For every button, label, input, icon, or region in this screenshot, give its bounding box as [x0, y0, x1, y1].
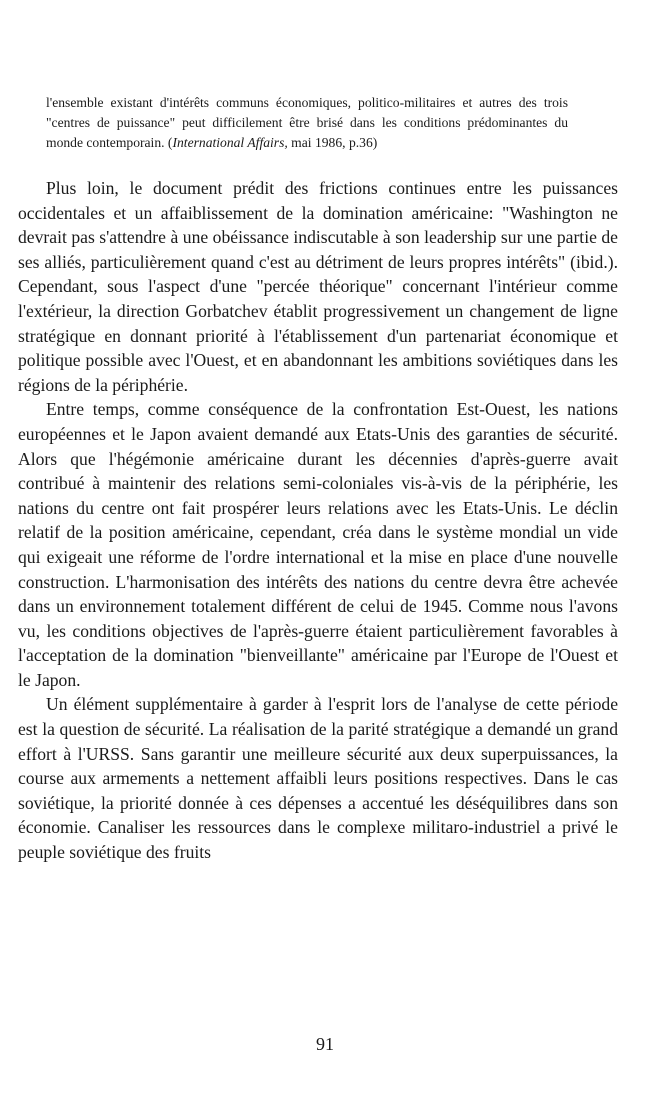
body-text — [18, 176, 618, 865]
paragraph-2: Entre temps, comme conséquence de la confrontation Est-Ouest, les nations européennes et le Japon avaient demandé aux Etats-Unis des garanties de sécurité. Alors que l'hégémonie américaine durant les décennies d'après-guerre avait contribué à maintenir des relations semi-coloniales vis-à-vis de la périphérie, les nations du centre ont fait prospérer leurs relations avec les Etats-Unis. Le déclin relatif de la position américaine, cependant, créa dans le système mondial un vide qui exigeait une réforme de l'ordre international et la mise en place d'une nouvelle construction. L'harmonisation des intérêts des nations du centre devra être achevée dans un environnement totalement différent de celui de 1945. Comme nous l'avons vu, les conditions objectives de l'après-guerre étaient particulièrement favorables à l'acceptation de la domination "bienveillante" américaine par l'Europe de l'Ouest et le Japon. — [18, 399, 618, 690]
paragraph-3: Un élément supplémentaire à garder à l'esprit lors de l'analyse de cette période est la question de sécurité. La réalisation de la parité stratégique a demandé un grand effort à l'URSS. Sans garantir une meilleure sécurité aux deux superpuissances, la course aux armements a nettement affaibli leurs positions respectives. Dans le cas soviétique, la priorité donnée à ces dépenses a accentué les déséquilibres dans son économie. Canaliser les ressources dans le complexe militaro-industriel a privé le peuple soviétique des fruits — [18, 694, 618, 863]
quote-source-title: International Affairs, — [172, 135, 288, 150]
quote-text: l'ensemble existant d'intérêts communs économiques, politico-militaires et autres des trois "centres de puissance" peut difficilement être brisé dans les conditions prédominantes du monde contemporain. ( — [46, 95, 568, 150]
page-number: 91 — [316, 1034, 334, 1054]
quote-source-tail: mai 1986, p.36) — [287, 135, 378, 150]
block-quote — [46, 93, 568, 153]
paragraph-1: Plus loin, le document prédit des frictions continues entre les puissances occidentales et un affaiblissement de la domination américaine: "Washington ne devrait pas s'attendre à une obéissance indiscutable à son leadership sur une partie de ses alliés, particulièrement quand c'est au détriment de leurs propres intérêts" (ibid.). Cependant, sous l'aspect d'une "percée théorique" concernant l'intérieur comme l'extérieur, la direction Gorbatchev établit progressivement un changement de ligne stratégique en donnant priorité à l'établissement d'un partenariat économique et politique possible avec l'Ouest, et en abandonnant les ambitions soviétiques dans les régions de la périphérie. — [18, 178, 618, 395]
